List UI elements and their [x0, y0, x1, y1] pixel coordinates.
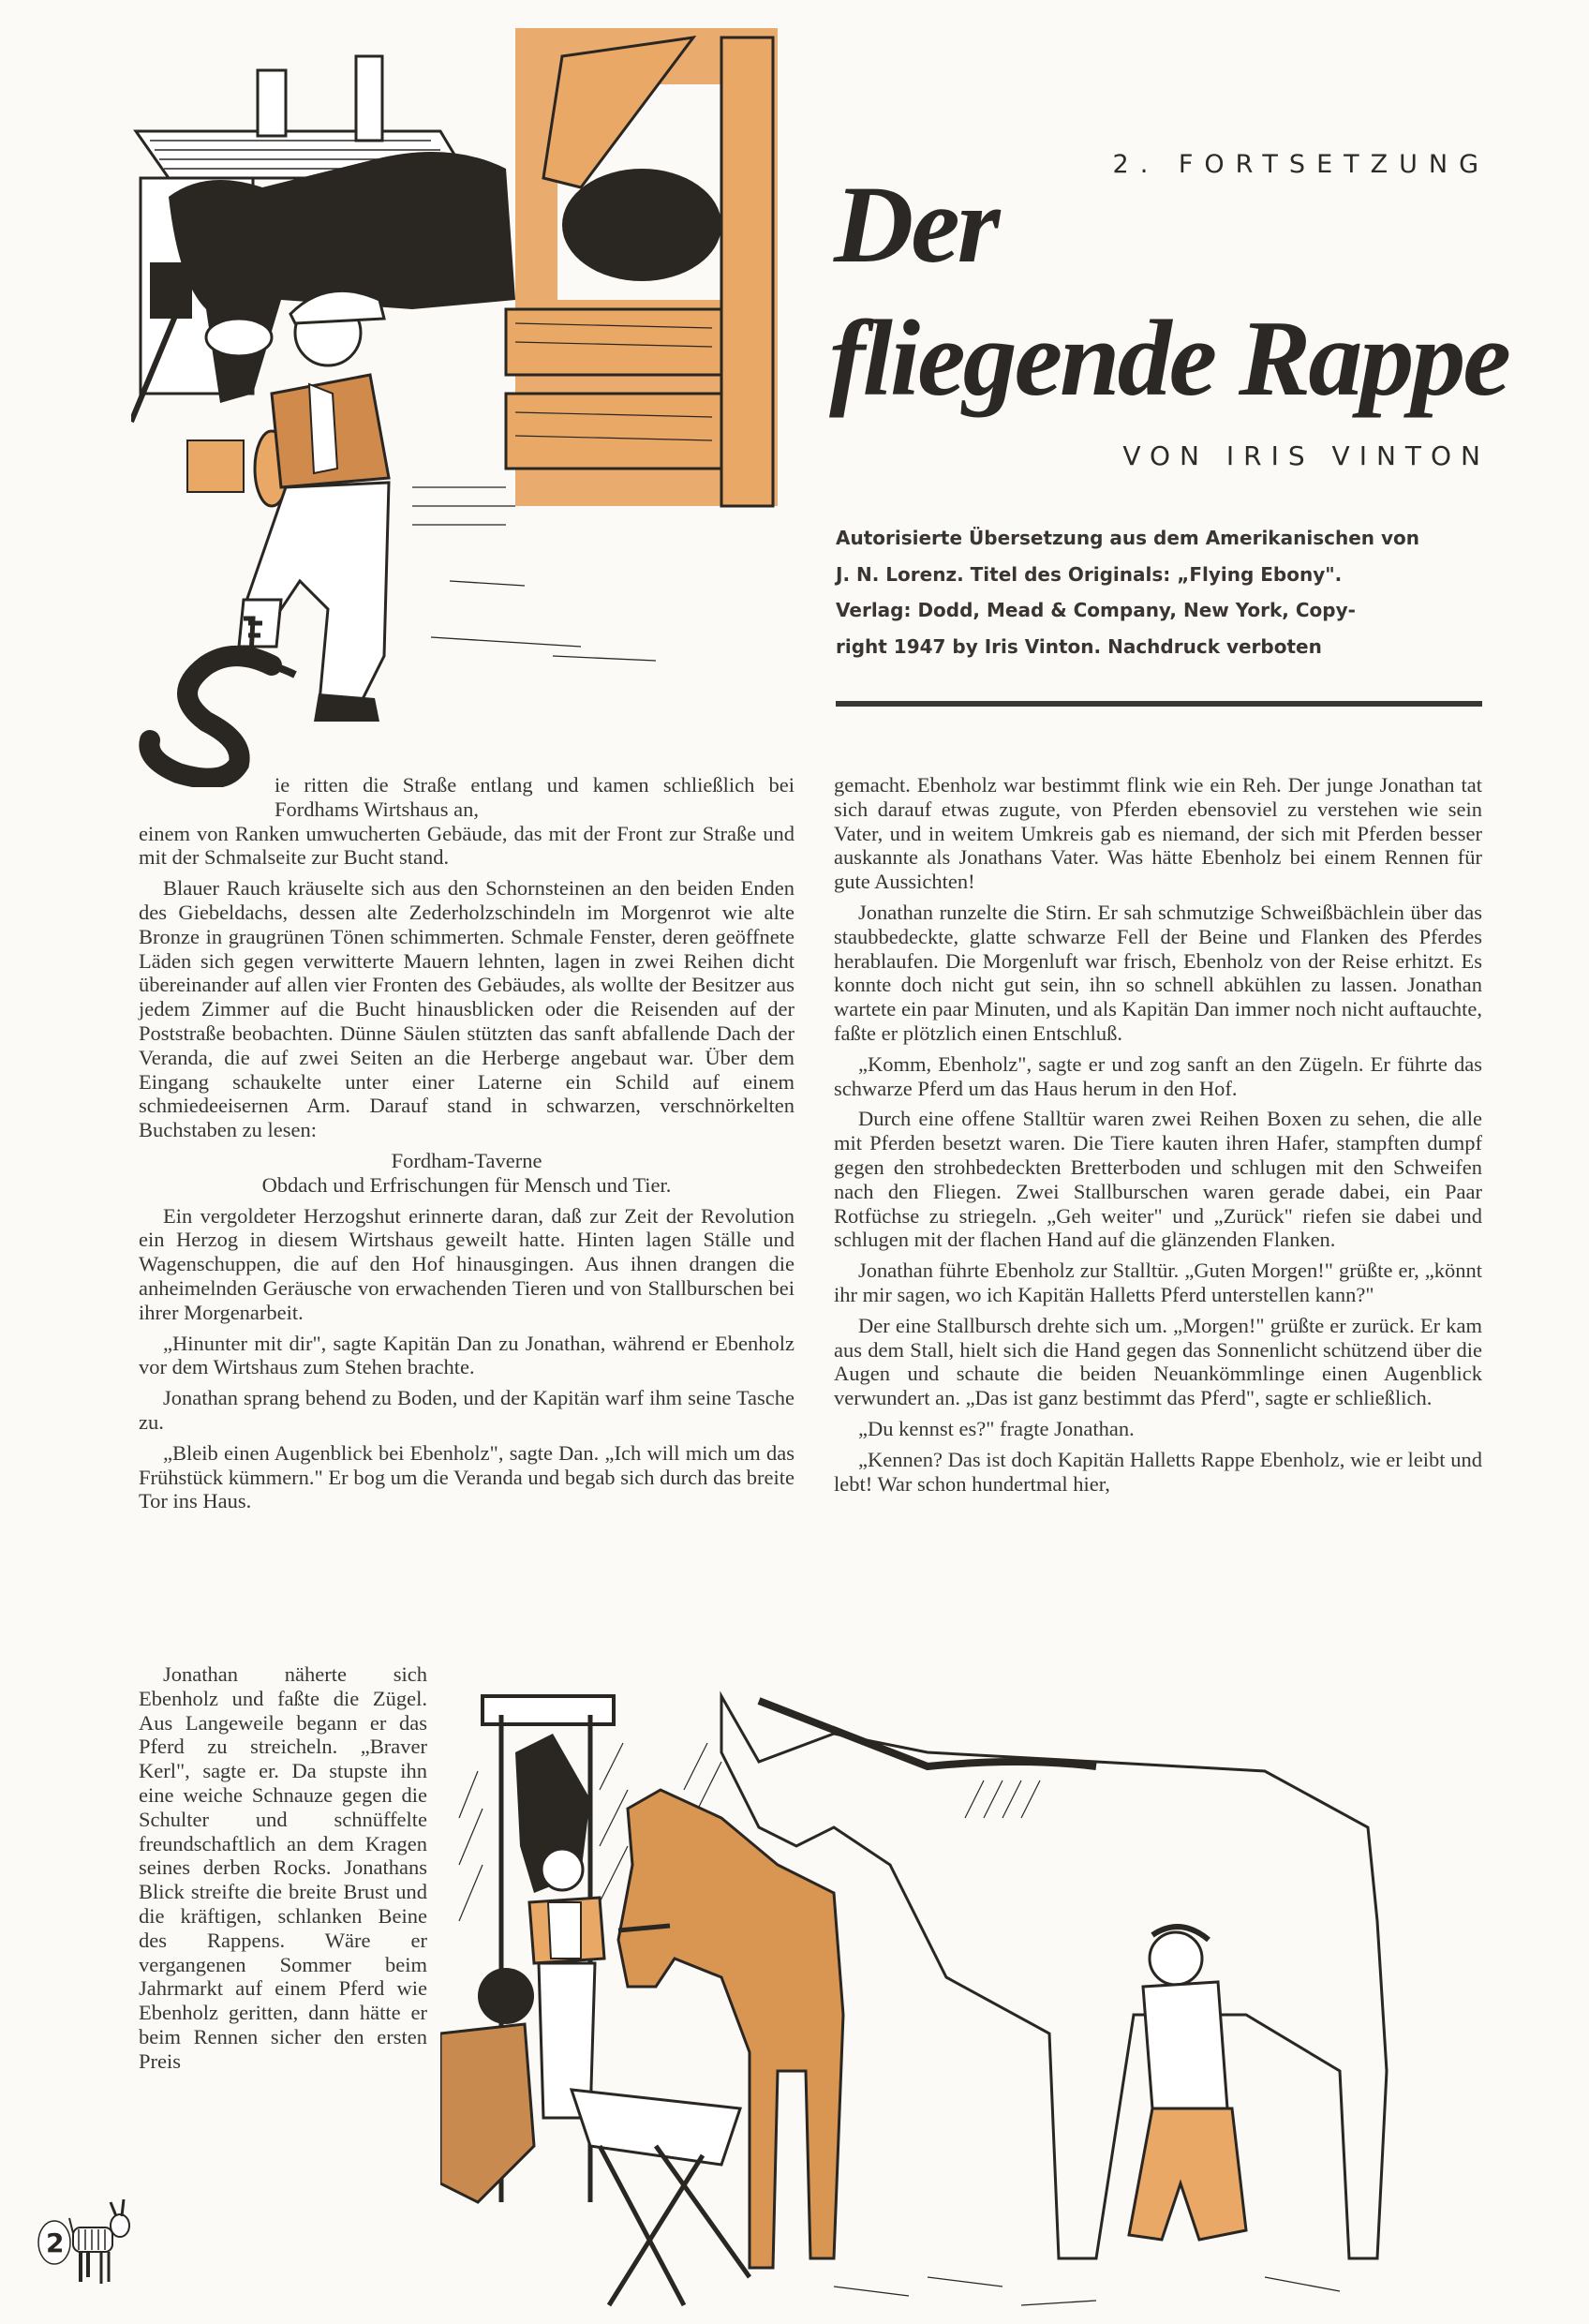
- paragraph: Jonathan sprang behend zu Boden, und der Kapitän warf ihm seine Tasche zu.: [139, 1386, 794, 1434]
- left-column-narrow: [139, 1662, 427, 2074]
- paragraph: „Du kennst es?" fragte Jonathan.: [858, 1416, 1135, 1440]
- author-byline: VON IRIS VINTON: [1122, 440, 1490, 471]
- header-divider: [836, 701, 1482, 707]
- series-kicker: 2. FORTSETZUNG: [1112, 150, 1490, 179]
- paragraph: Der eine Stallbursch drehte sich um. „Morgen!" grüßte er zurück. Er kam aus dem Stall, hielt sich die Hand gegen das Sonnenlicht schützend über die Augen und schaute die beiden Neuankömmlinge einen Augenblick verwundert an. „Das ist ganz bestimmt das Pferd", sagte er schließlich.: [834, 1313, 1482, 1410]
- right-column: [834, 773, 1482, 1502]
- title-line-2: fliegende Rappe: [829, 299, 1508, 419]
- paragraph: „Hinunter mit dir", sagte Kapitän Dan zu Jonathan, während er Ebenholz vor dem Wirtshaus zum Stehen brachte.: [139, 1331, 794, 1379]
- paragraph: Durch eine offene Stalltür waren zwei Reihen Boxen zu sehen, die alle mit Pferden besetzt waren. Die Tiere kauten ihren Hafer, stampften dumpf gegen den strohbedeckten Bretterboden und schlugen mit den Schweifen nach den Fliegen. Zwei Stallburschen waren gerade dabei, ein Paar Rotfüchse zu striegeln. „Geh weiter" und „Zurück" riefen sie dabei und schlugen mit der flachen Hand auf die glänzenden Flanken.: [834, 1107, 1482, 1252]
- translation-credits: [836, 520, 1482, 664]
- left-column: [139, 773, 794, 1520]
- paragraph: Jonathan runzelte die Stirn. Er sah schmutzige Schweißbächlein über das staubbedeckte, glatte schwarze Fell der Beine und Flanken des Pferdes herablaufen. Die Morgenluft war frisch, Ebenholz von der Reise erhitzt. Es konnte doch nicht gut sein, ihn so schnell abkühlen zu lassen. Jonathan wartete ein paar Minuten, und als Kapitän Dan immer noch nicht auftauchte, faßte er plötzlich einen Entschluß.: [834, 900, 1482, 1045]
- illustration-stable-horses: [440, 1677, 1565, 2324]
- credits-line: J. N. Lorenz. Titel des Originals: „Flying Ebony".: [836, 562, 1343, 586]
- drop-cap-s: [131, 600, 300, 787]
- paragraph: „Komm, Ebenholz", sagte er und zog sanft an den Zügeln. Er führte das schwarze Pferd um das Haus herum in den Hof.: [834, 1051, 1482, 1100]
- tavern-sign-motto: Obdach und Erfrischungen für Mensch und Tier.: [261, 1172, 672, 1197]
- paragraph: „Bleib einen Augenblick bei Ebenholz", sagte Dan. „Ich will mich um das Frühstück kümmern." Er bog um die Veranda und begab sich durch das breite Tor ins Haus.: [139, 1440, 794, 1513]
- credits-line: right 1947 by Iris Vinton. Nachdruck verboten: [836, 634, 1322, 658]
- paragraph: Blauer Rauch kräuselte sich aus den Schornsteinen an den beiden Enden des Giebeldachs, dessen alte Zederholzschindeln im Morgenrot wie alte Bronze in graugrünen Tönen schimmerten. Schmale Fenster, deren geöffnete Läden sich gegen verwitterte Mauern lehnten, lagen in zwei Reihen dicht übereinander auf allen vier Fronten des Gebäudes, als wollte der Besitzer aus jedem Zimmer auf die Bucht hinausblicken oder die Reisenden auf der Poststraße beobachten. Dünne Säulen stützten das sanft abfallende Dach der Veranda, die auf zwei Seiten an die Herberge angebaut war. Über dem Eingang schaukelte unter einer Laterne ein Schild auf einem schmiedeeisernen Arm. Darauf stand in schwarzen, verschnörkelten Buchstaben zu lesen:: [139, 876, 794, 1142]
- paragraph-continued: gemacht. Ebenholz war bestimmt flink wie ein Reh. Der junge Jonathan tat sich darauf etwas zugute, von Pferden ebensoviel zu verstehen wie sein Vater, und in weitem Umkreis gab es niemand, der sich mit Pferden besser auskannte als Jonathans Vater. Was hätte Ebenholz bei einem Rennen für gute Aussichten!: [834, 773, 1482, 894]
- opening-paragraph-rest: einem von Ranken umwucherten Gebäude, das mit der Front zur Straße und mit der Schmalseite zur Bucht stand.: [139, 821, 794, 870]
- drop-cap-letter: S: [131, 600, 132, 601]
- title-line-1: Der: [834, 163, 998, 286]
- page-number-badge: [34, 2188, 137, 2301]
- opening-lead: ie ritten die Straße entlang und kamen schließlich bei Fordhams Wirtshaus an,: [275, 773, 794, 821]
- page-number: 2: [46, 2227, 65, 2258]
- credits-line: Verlag: Dodd, Mead & Company, New York, Copy-: [836, 599, 1356, 621]
- paragraph: Ein vergoldeter Herzogshut erinnerte daran, daß zur Zeit der Revolution ein Herzog in diesem Wirtshaus geweilt hatte. Hinten lagen Ställe und Wagenschuppen, die auf den Hof hinausgingen. Aus ihnen drangen die anheimelnden Geräusche von erwachenden Tieren und von Stallburschen bei ihrer Morgenarbeit.: [139, 1203, 794, 1324]
- tavern-sign-name: Fordham-Taverne: [391, 1148, 542, 1172]
- paragraph: Jonathan näherte sich Ebenholz und faßte die Zügel. Aus Langeweile begann er das Pferd zu streicheln. „Braver Kerl", sagte er. Da stupste ihn eine weiche Schnauze gegen die Schulter und schnüffelte freundschaftlich an dem Kragen seines derben Rocks. Jonathans Blick streifte die breite Brust und die kräftigen, schlanken Beine des Rappens. Wäre er vergangenen Sommer beim Jahrmarkt auf einem Pferd wie Ebenholz geritten, dann hätte er beim Rennen sicher den ersten Preis: [139, 1662, 427, 2073]
- paragraph: „Kennen? Das ist doch Kapitän Halletts Rappe Ebenholz, wie er leibt und lebt! War schon hundertmal hier,: [834, 1447, 1482, 1496]
- credits-line: Autorisierte Übersetzung aus dem Amerikanischen von: [836, 527, 1419, 549]
- paragraph: Jonathan führte Ebenholz zur Stalltür. „Guten Morgen!" grüßte er, „könnt ihr mir sagen, wo ich Kapitän Halletts Pferd unterstellen kann?": [834, 1259, 1482, 1306]
